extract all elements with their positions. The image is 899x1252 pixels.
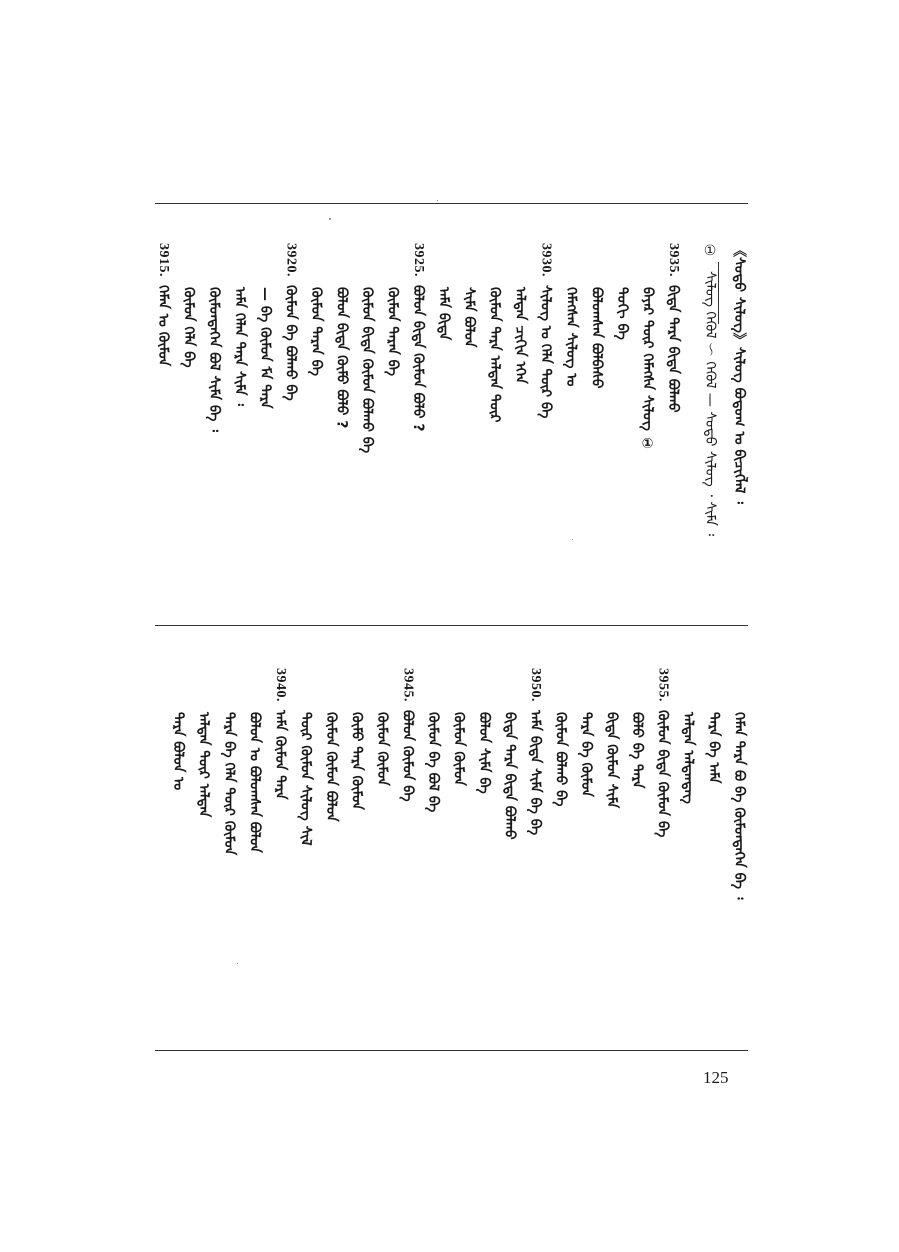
verse-line	[653, 668, 673, 837]
verse-text: ᠪᠣᠯᠣᠨ ᠪᠢᠳᠡ ᠬᠦᠮᠦᠨ ᠪᠣᠯᠤ ?	[410, 285, 426, 432]
verse-line	[357, 243, 377, 453]
verse-text: ᠬᠦᠮᠦᠨ ᠪᠡ ᠪᠣᠯᠬᠤ ᠪᠠ	[282, 285, 299, 401]
verse-line	[306, 243, 326, 376]
verse-line	[551, 668, 571, 807]
verse-text: ᠠᠯᠲᠠᠨ ᠠᠯᠲᠠᠨᠳᠡᠭ	[680, 712, 696, 804]
verse-line	[347, 668, 367, 810]
verse-line	[612, 243, 632, 340]
verse-text: ᠪᠢᠳᠡ ᠲᠡᠷᠡ ᠪᠢᠳᠡ ᠪᠣᠯᠬᠤ	[501, 712, 518, 840]
verse-text: ᠬᠦᠮᠦᠨ ᠬᠦᠮᠦᠨ	[374, 712, 390, 786]
speck	[237, 963, 238, 964]
verse-text: ᠲᠡᠷᠡ ᠪᠡ ᠬᠡᠯᠡ ᠲᠦᠷ ᠬᠦᠮᠦᠨ	[221, 712, 237, 856]
verse-line	[383, 243, 403, 376]
verse-line	[204, 243, 224, 432]
line-number: 3920.	[283, 243, 299, 277]
verse-line	[729, 668, 749, 900]
speck	[437, 200, 438, 201]
verse-text: ᠪᠣᠯᠤ ᠪᠡ ᠲᠡᠷᠡ	[629, 712, 645, 789]
verse-line	[704, 668, 724, 783]
top-rule	[155, 203, 748, 204]
verse-text: ᠰᠢᠯᠦᠭ ᠤ ᠬᠡᠯᠡ ᠲᠦᠷ ᠪᠡ	[537, 285, 554, 419]
verse-text: ᠪᠣᠯᠤᠨ ᠤ ᠪᠣᠯᠣᠭᠰᠠᠨ ᠪᠣᠯᠤᠨ	[246, 712, 263, 853]
verse-text: ᠬᠦᠮᠦᠨ ᠲᠡᠷᠡᠨ ᠪᠡ	[308, 287, 324, 376]
verse-text: ᠬᠦᠮᠦᠨ ᠪᠢᠳᠡ ᠬᠦᠮᠦᠨ ᠪᠡ	[654, 710, 671, 838]
verse-line	[321, 668, 341, 822]
verse-line	[255, 243, 275, 409]
verse-text: ᠲᠦᠷ ᠬᠦᠮᠦᠨ ᠰᠢᠯᠦᠭ ᠰᠢᠯ	[297, 712, 314, 846]
verse-line	[485, 243, 505, 423]
verse-text: ᠠᠮᠠ ᠬᠡᠯᠡᠨ ᠲᠡᠷᠡ ᠰᠢᠮᠡ ᠄	[231, 287, 248, 406]
verse-line	[434, 243, 454, 340]
verse-line	[536, 243, 556, 418]
speck	[329, 218, 331, 220]
verse-line	[408, 243, 428, 431]
verse-line	[561, 243, 581, 386]
verse-text: ᠪᠢᠳᠡ ᠬᠦᠮᠦᠨ ᠰᠢᠮᠡ	[603, 712, 620, 809]
verse-line	[474, 668, 494, 794]
footnote-text: ᠰᠢᠯᠦᠭ ᠭᠡᠭᠦᠯ ～ ᠭᠡᠭᠦᠯ — ᠰᠣᠳᠤ ᠰᠢᠯᠦᠭ ᠂ ᠰᠢᠮᠡ ᠄	[702, 271, 718, 537]
verse-line	[602, 668, 622, 808]
verse-text: ᠬᠦᠮᠦᠨ ᠬᠦᠮᠦᠨ	[450, 712, 467, 786]
verse-line	[678, 668, 698, 804]
line-number: 3930.	[538, 243, 554, 277]
page-number: 125	[703, 1068, 729, 1087]
verse-text: ᠬᠡᠮᠡᠭᠰᠡᠨ ᠰᠢᠯᠦᠭ ᠤ	[563, 287, 579, 387]
line-number: 3925.	[411, 243, 426, 277]
verse-text: ᠪᠣᠯᠣᠨ ᠪᠢᠳᠡ ᠬᠦᠮᠦ ᠪᠣᠯᠤ ?	[333, 287, 350, 429]
verse-line	[627, 668, 647, 788]
middle-rule	[155, 625, 748, 626]
verse-line	[525, 668, 545, 835]
line-number: 3945.	[400, 668, 416, 702]
verse-text: ᠬᠦᠮᠦᠨ ᠲᠡᠷᠡᠨ ᠪᠡ	[384, 287, 401, 376]
verse-text: ᠠᠮᠠ ᠪᠢᠳᠡ ᠰᠢᠮᠡ ᠪᠡ ᠪᠠ	[527, 710, 543, 836]
verse-line	[510, 243, 530, 384]
verse-text: ᠬᠦᠮᠦᠨ ᠪᠣᠯᠬᠤ ᠪᠡ	[552, 712, 569, 807]
verse-text: ᠲᠡᠷᠡ ᠪᠡ ᠠᠮᠠ	[705, 712, 722, 784]
verse-line	[576, 668, 596, 797]
verse-text: ᠲᠡᠷᠡ ᠪᠣᠯᠤᠨ ᠤ	[170, 712, 186, 791]
verse-text: ᠬᠦᠮᠦ ᠲᠡᠷᠡ ᠬᠦᠮᠦᠨ	[348, 712, 365, 811]
verse-text: ᠪᠣᠯᠤᠨ ᠰᠢᠮᠡ ᠪᠡ	[476, 712, 492, 794]
verse-line	[194, 668, 214, 817]
verse-text: ᠪᠣᠯᠤᠨ ᠬᠦᠮᠦᠨ ᠪᠠ	[399, 710, 416, 802]
verse-line	[168, 668, 188, 790]
verse-line	[179, 243, 199, 368]
verse-text: ᠪᠣᠯᠣᠭᠰᠠᠨ ᠪᠣᠯᠪᠠᠰᠤ	[588, 287, 605, 389]
line-number: 3955.	[655, 668, 671, 702]
verse-text: ᠲᠡᠷᠡ ᠪᠡ ᠬᠦᠮᠦᠨ	[578, 712, 594, 798]
line-number: 3950.	[528, 668, 543, 702]
verse-text: ᠬᠦᠮᠦᠨ ᠬᠦᠮᠦᠨ ᠪᠣᠯᠤᠨ	[323, 712, 339, 822]
verse-line	[398, 668, 418, 802]
verse-text: ᠠᠯᠲᠠᠨ ᠲᠦᠷ ᠠᠯᠲᠠᠨ	[195, 712, 212, 818]
verse-line	[423, 668, 443, 812]
verse-line	[219, 668, 239, 855]
verse-line	[332, 243, 352, 428]
verse-text: ᠬᠦᠮᠦᠨ ᠲᠡᠷᠡ ᠠᠯᠲᠠᠨ ᠲᠦᠷ	[486, 287, 503, 423]
line-number: 3940.	[273, 668, 288, 702]
verse-line	[153, 243, 173, 366]
verse-line	[230, 243, 250, 406]
verse-text: ᠠᠮᠠ ᠬᠦᠮᠦᠨ ᠲᠡᠷᠡ	[272, 710, 288, 800]
speck	[572, 539, 573, 540]
line-number: 3935.	[666, 243, 681, 277]
verse-line	[296, 668, 316, 846]
verse-line	[500, 668, 520, 840]
verse-line	[663, 243, 683, 413]
verse-text: ᠠᠮᠠ ᠪᠢᠳᠡ	[435, 287, 452, 341]
verse-line	[587, 243, 607, 388]
verse-text: ᠰᠢᠮᠡ ᠪᠣᠯᠤᠨ	[461, 287, 477, 348]
verse-line	[270, 668, 290, 800]
verse-text: ᠪᠢᠳᠡ ᠲᠡᠷᠡ ᠪᠢᠳᠡ ᠪᠣᠯᠬᠤ	[665, 285, 681, 413]
line-number: 3915.	[156, 243, 171, 277]
verse-text: ᠬᠦᠮᠦᠨᠳᠡᠭᠡᠨ ᠪᠣᠯ ᠰᠢᠮᠡ ᠪᠡ ᠄	[206, 287, 222, 432]
verse-line	[245, 668, 265, 853]
verse-text: ᠲᠣᠬᠢ ᠪᠡ	[614, 287, 630, 340]
verse-line	[638, 243, 658, 452]
verse-line	[459, 243, 479, 347]
verse-line	[372, 668, 392, 786]
verse-line	[449, 668, 469, 786]
footnote-marker: ①	[702, 243, 718, 259]
verse-text: ᠬᠦᠮᠦᠨ ᠪᠠ ᠪᠣᠯ ᠪᠡ	[425, 712, 441, 813]
verse-text: ᠠᠯᠲᠠᠨ ᠴᠢᠬᠢᠨ ᠡᠭᠡᠨ	[512, 287, 528, 384]
verse-text: ᠬᠡᠮᠡᠨ ᠤ ᠬᠦᠮᠦᠨ	[155, 285, 171, 367]
verse-line	[281, 243, 301, 401]
verse-text: ᠬᠦᠮᠦᠨ ᠬᠡᠯᠡ ᠪᠠ	[180, 287, 197, 368]
verse-text: ᠬᠡᠮᠡᠨ ᠲᠡᠷᠡ ᠪᠣ ᠪᠡ ᠬᠦᠮᠦᠨᠳᠡᠭᠡᠨ ᠪᠡ ᠄	[731, 712, 747, 900]
bottom-rule	[155, 1050, 748, 1051]
verse-text: ᠪᠠᠶᠠᠷ ᠲᠦᠷ ᠬᠡᠮᠡᠭᠰᠡ ᠰᠢᠯᠦᠭ ①	[639, 287, 656, 452]
footnote	[700, 243, 720, 536]
verse-text: ᠬᠦᠮᠦᠨ ᠪᠢᠳᠡ ᠬᠦᠮᠦᠨ ᠪᠣᠯᠬᠤ ᠪᠠ	[359, 287, 375, 454]
verse-text: — ᠪᠡ ᠬᠦᠮᠦᠨ ᠮᠠ ᠲᠡᠷᠡ	[257, 287, 273, 409]
header-title: 《ᠰᠣᠳᠤ ᠰᠢᠯᠦᠭ》ᠰᠢᠯᠦᠭ ᠪᠣᠳᠤᠭ ᠤ ᠪᠢᠴᠢᠭᠯᠡᠯ ᠄	[731, 243, 747, 504]
